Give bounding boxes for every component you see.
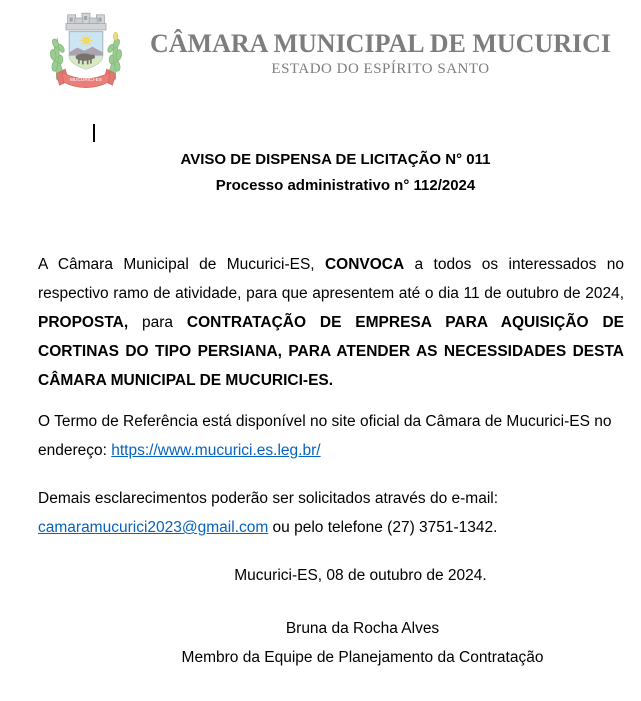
bold-text-run: CONTRATAÇÃO DE EMPRESA PARA AQUISIÇÃO DE CORTINAS DO TIPO PERSIANA, PARA ATENDER AS NECESSIDADES DESTA CÂMARA MUNICIPAL DE MUCURICI-ES. bbox=[38, 314, 625, 389]
signature-role: Membro da Equipe de Planejamento da Contratação bbox=[181, 649, 544, 666]
hyperlink[interactable]: https://www.mucurici.es.leg.br/ bbox=[111, 442, 321, 459]
paragraph-reference bbox=[38, 407, 624, 465]
signature-block bbox=[42, 614, 641, 672]
text-run: Demais esclarecimentos poderão ser solicitados através do e-mail: bbox=[38, 490, 499, 507]
hyperlink[interactable]: camaramucurici2023@gmail.com bbox=[38, 519, 269, 536]
crown-icon bbox=[66, 13, 106, 30]
org-title: CÂMARA MUNICIPAL DE MUCURICI bbox=[149, 29, 611, 58]
text-run: O Termo de Referência está disponível no site oficial da Câmara de Mucurici-ES no endereço: bbox=[38, 413, 612, 459]
text-run: ou pelo telefone (27) 3751-1342. bbox=[268, 519, 498, 536]
text-run: A Câmara Municipal de Mucurici-ES, bbox=[38, 256, 325, 273]
text-run: a todos os interessados no respectivo ramo de atividade, para que apresentem até o dia 11 de outubro de 2024, bbox=[38, 256, 624, 302]
org-subtitle: ESTADO DO ESPÍRITO SANTO bbox=[271, 61, 490, 77]
process-heading: Processo administrativo n° 112/2024 bbox=[215, 177, 476, 194]
sun-icon bbox=[82, 37, 89, 44]
ribbon-label: MUCURICI-ES bbox=[70, 78, 102, 84]
ribbon-banner bbox=[56, 69, 115, 87]
notice-heading: AVISO DE DISPENSA DE LICITAÇÃO N° 011 bbox=[180, 151, 491, 168]
shield bbox=[69, 32, 103, 70]
paragraph-convocation bbox=[38, 250, 624, 395]
text-cursor[interactable] bbox=[93, 124, 95, 142]
coat-of-arms-logo bbox=[46, 10, 126, 106]
text-run: para bbox=[128, 314, 187, 331]
letterhead bbox=[120, 30, 641, 78]
bold-text-run: PROPOSTA, bbox=[38, 314, 129, 331]
signature-name: Bruna da Rocha Alves bbox=[285, 620, 440, 637]
date-line: Mucurici-ES, 08 de outubro de 2024. bbox=[234, 567, 487, 584]
paragraph-contact bbox=[38, 484, 624, 542]
bold-text-run: CONVOCA bbox=[324, 256, 405, 273]
